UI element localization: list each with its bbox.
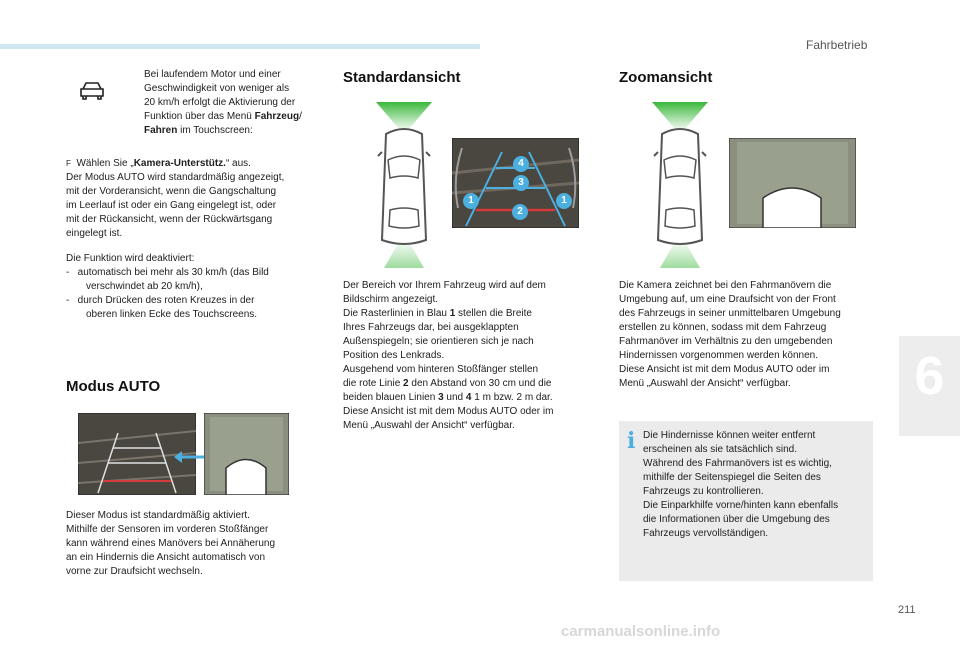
heading-modus-auto: Modus AUTO [66,378,161,395]
heading-standardansicht: Standardansicht [343,69,461,86]
zoom-view-text: Die Kamera zeichnet bei den Fahrmanövern die Umgebung auf, um eine Draufsicht von der Front des Fahrzeugs in seiner unmittelbaren Umgebung erstellen zu können, sodass mit dem Fahrzeug Fahrmanöver im Verhältnis zu den umgebenden Hindernissen vorgenommen werden können. Diese Ansicht ist mit dem Modus AUTO oder im Menü „Auswahl der Ansicht“ verfügbar. [619,280,841,389]
intro-text: Bei laufendem Motor und einer Geschwindigkeit von weniger als 20 km/h erfolgt die Aktivierung der Funktion über das Menü Fahrzeug/ Fahren im Touchscreen: [144,69,302,136]
section-label: Fahrbetrieb [806,38,868,52]
marker-3: 3 [513,175,529,191]
deactivation-text: Die Funktion wird deaktiviert: - automatisch bei mehr als 30 km/h (das Bild verschwindet ab 20 km/h), - durch Drücken des roten Kreuzes in der oberen linken Ecke des Touchscreens. [66,253,269,320]
page-number: 211 [898,604,916,616]
marker-4: 4 [513,156,529,172]
marker-1-left: 1 [463,193,479,209]
header-bar [0,44,480,49]
marker-1-right: 1 [556,193,572,209]
info-icon: i [627,428,636,454]
chapter-number: 6 [914,346,945,406]
standard-view-text: Der Bereich vor Ihrem Fahrzeug wird auf dem Bildschirm angezeigt. Die Rasterlinien in Blau 1 stellen die Breite Ihres Fahrzeugs dar, bei ausgeklappten Außenspiegeln; sie orientieren sich je nach Position des Lenkrads. Ausgehend vom hinteren Stoßfänger stellen die rote Linie 2 den Abstand von 30 cm und die beiden blauen Linien 3 und 4 1 m bzw. 2 m dar. Diese Ansicht ist mit dem Modus AUTO oder im Menü „Auswahl der Ansicht“ verfügbar. [343,280,554,431]
car-icon [78,80,106,102]
bullet-icon: F [66,159,71,168]
car-top-view-zoom [640,100,720,270]
car-top-view-standard [364,100,444,270]
heading-zoomansicht: Zoomansicht [619,69,713,86]
marker-2: 2 [512,204,528,220]
instruction-text: F Wählen Sie „Kamera-Unterstütz.“ aus. Der Modus AUTO wird standardmäßig angezeigt, mit der Vorderansicht, wenn die Gangschaltung im Leerlauf ist oder ein Gang eingelegt ist, oder mit der Rückansicht, wenn der Rückwärtsgang eingelegt ist. [66,158,285,239]
auto-top-view-image [204,413,289,495]
info-text: Die Hindernisse können weiter entfernt erscheinen als sie tatsächlich sind. Während des Fahrmanövers ist es wichtig, mithilfe der Seitenspiegel die Seiten des Fahrzeugs zu kontrollieren. Die Einparkhilfe vorne/hinten kann ebenfalls die Informationen über die Umgebung des Fahrzeugs vervollständigen. [643,430,839,539]
watermark-footer: carmanualsonline.info [561,623,721,640]
auto-mode-text: Dieser Modus ist standardmäßig aktiviert. Mithilfe der Sensoren im vorderen Stoßfänger kann während eines Manövers bei Annäherung an ein Hindernis die Ansicht automatisch von vorne zur Draufsicht wechseln. [66,510,276,577]
zoom-view-camera-image [729,138,856,228]
